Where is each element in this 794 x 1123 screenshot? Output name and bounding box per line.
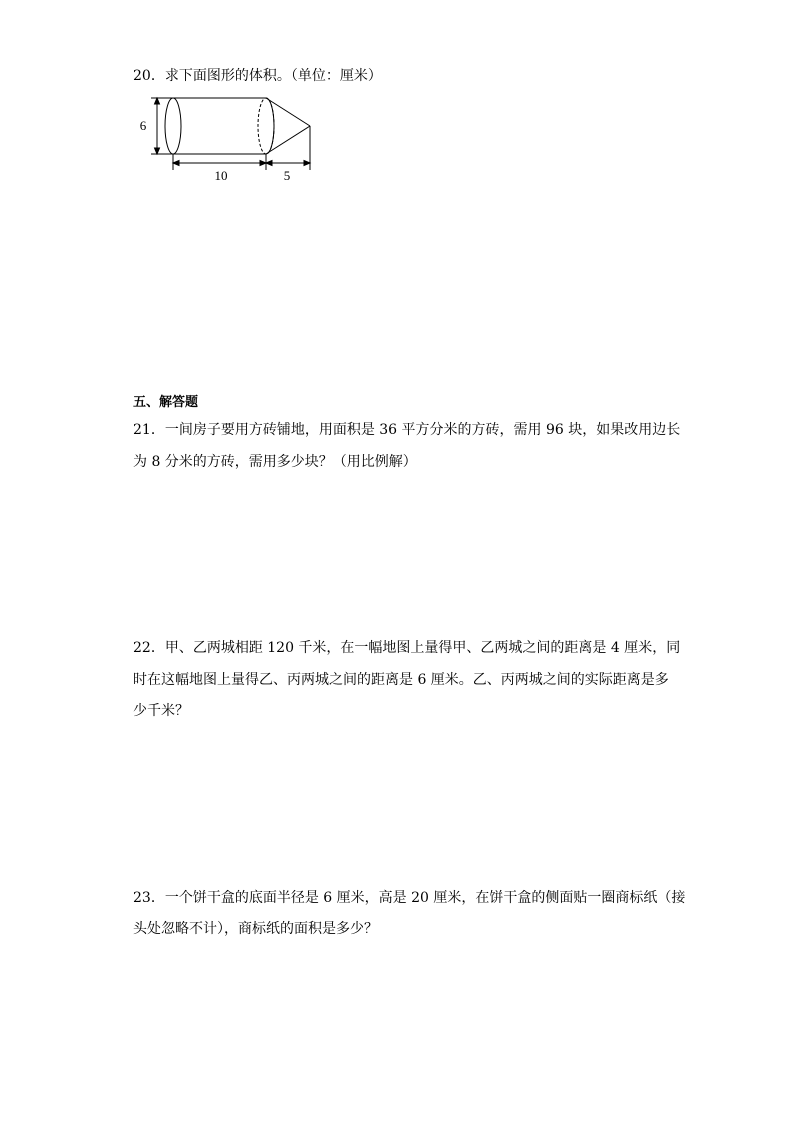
label-height: 6 (139, 118, 147, 133)
question-22-line-3: 少千米？ (133, 703, 189, 719)
cylinder-left-end (165, 98, 181, 154)
question-21-line-1: 21．一间房子要用方砖铺地，用面积是 36 平方分米的方砖，需用 96 块，如果改用边长 (133, 422, 681, 438)
question-23-line-2: 头处忽略不计），商标纸的面积是多少？ (133, 921, 378, 937)
label-cylinder-length: 10 (214, 168, 228, 183)
question-23-line-1: 23．一个饼干盒的底面半径是 6 厘米，高是 20 厘米，在饼干盒的侧面贴一圈商标纸（接 (133, 890, 686, 906)
question-21-line-2: 为 8 分米的方砖，需用多少块？（用比例解） (133, 454, 417, 470)
cylinder-cone-figure (133, 90, 323, 190)
label-cone-length: 5 (283, 168, 291, 183)
question-22-line-2: 时在这幅地图上量得乙、丙两城之间的距离是 6 厘米。乙、丙两城之间的实际距离是多 (133, 672, 669, 688)
question-20-text: 20．求下面图形的体积。（单位：厘米） (133, 68, 382, 84)
section-heading: 五、解答题 (133, 395, 199, 410)
height-arrow-top (155, 98, 160, 104)
height-arrow-bottom (155, 148, 160, 154)
question-22-line-1: 22．甲、乙两城相距 120 千米，在一幅地图上量得甲、乙两城之间的距离是 4 厘米，同 (133, 640, 681, 656)
